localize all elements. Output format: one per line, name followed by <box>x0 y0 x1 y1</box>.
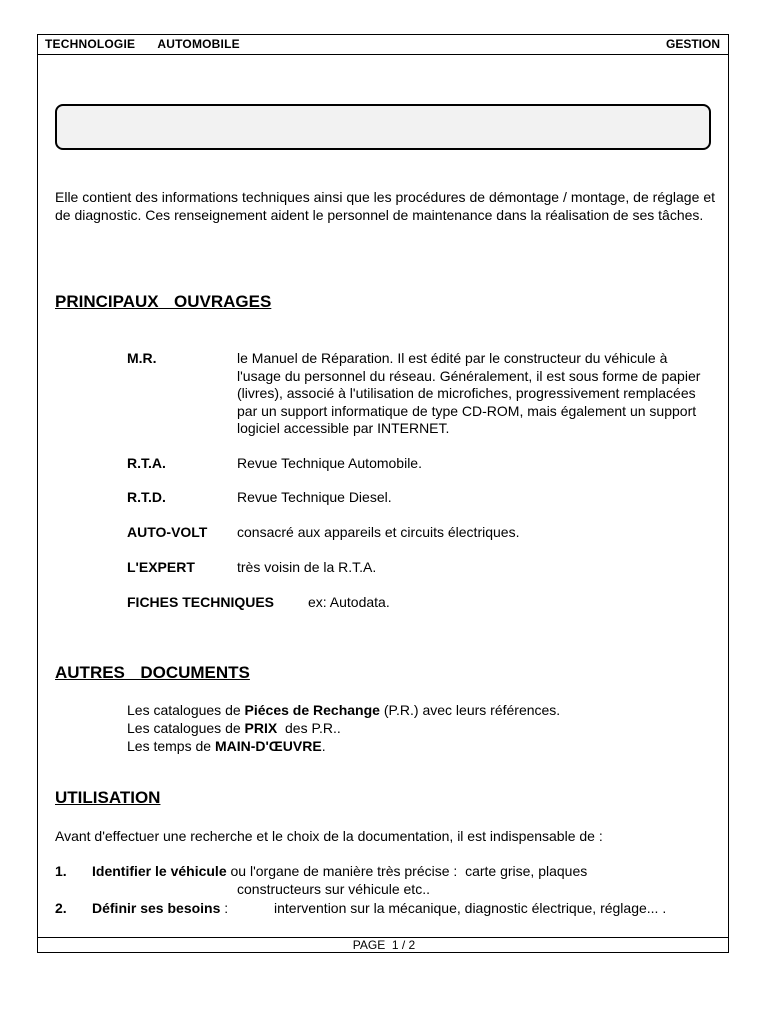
step2-label: Définir ses besoins : <box>92 900 229 916</box>
term-auto-volt: AUTO-VOLT <box>127 524 208 540</box>
autres-line-pieces: Les catalogues de Piéces de Rechange (P.R.) avec leurs références. <box>127 702 561 718</box>
term-expert: L'EXPERT <box>127 559 195 575</box>
step1-text: Identifier le véhicule ou l'organe de manière très précise : carte grise, plaques <box>92 863 588 879</box>
title-box <box>55 104 711 150</box>
desc-rta: Revue Technique Automobile. <box>237 455 422 471</box>
intro-paragraph: Elle contient des informations techniques ainsi que les procédures de démontage / montage, de réglage et de diagnostic. Ces renseignement aident le personnel de maintenance dans la réalisation de ses tâches. <box>55 189 715 223</box>
term-rtd: R.T.D. <box>127 489 166 505</box>
desc-expert: très voisin de la R.T.A. <box>237 559 377 575</box>
heading-utilisation: UTILISATION <box>55 788 161 807</box>
desc-auto-volt: consacré aux appareils et circuits électriques. <box>237 524 520 540</box>
step1-continuation: constructeurs sur véhicule etc.. <box>237 881 430 897</box>
autres-line-prix: Les catalogues de PRIX des P.R.. <box>127 720 341 736</box>
step2-text: intervention sur la mécanique, diagnostic électrique, réglage... . <box>274 900 667 916</box>
heading-autres-documents: AUTRES DOCUMENTS <box>55 663 250 682</box>
desc-mr: le Manuel de Réparation. Il est édité par le constructeur du véhicule à l'usage du personnel du réseau. Généralement, il est sous forme de papier (livres), associé à l'utilisation de microfiches, progressivement remplacées par un support informatique de type CD-ROM, mais également un support logiciel accessible par INTERNET. <box>237 350 701 436</box>
heading-principaux-ouvrages: PRINCIPAUX OUVRAGES <box>55 292 272 311</box>
header-section: GESTION <box>665 37 720 51</box>
step1-number: 1. <box>55 863 67 879</box>
header-divider <box>37 54 729 55</box>
desc-fiches-techniques: ex: Autodata. <box>308 594 390 610</box>
autres-line-main-oeuvre: Les temps de MAIN-D'ŒUVRE. <box>127 738 326 754</box>
term-fiches-techniques: FICHES TECHNIQUES <box>127 594 275 610</box>
desc-rtd: Revue Technique Diesel. <box>237 489 392 505</box>
term-mr: M.R. <box>127 350 157 366</box>
term-rta: R.T.A. <box>127 455 166 471</box>
header-subject: TECHNOLOGIE AUTOMOBILE <box>45 37 240 51</box>
step2-number: 2. <box>55 900 67 916</box>
utilisation-intro: Avant d'effectuer une recherche et le choix de la documentation, il est indispensable de : <box>55 828 603 844</box>
page-number: PAGE 1 / 2 <box>352 938 416 952</box>
